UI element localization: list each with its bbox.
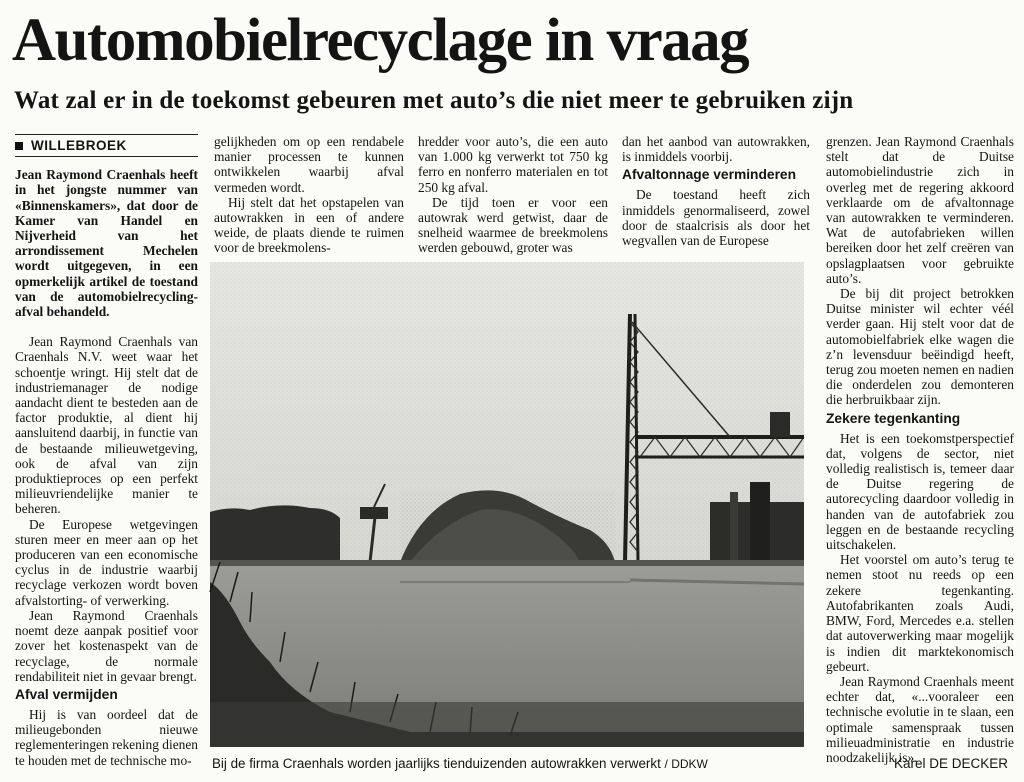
paragraph: De bij dit project betrokken Duitse minister wil echter véél verder gaan. Hij stelt voor dat de automobielfabriek elke wagen die z’n levensduur beëindigd heeft, terug zou moeten nemen en nadien die onderdelen zou demonteren die herbruikbaar zijn. <box>826 286 1014 408</box>
section-label-text: WILLEBROEK <box>31 138 127 153</box>
photo-credit: / DDKW <box>664 757 708 771</box>
subheading: Afval vermijden <box>15 686 118 702</box>
section-label <box>15 134 198 157</box>
headline: Automobielrecyclage in vraag <box>12 7 749 74</box>
paragraph: Het voorstel om auto’s terug te nemen stoot nu reeds op een zekere tegenkanting. Autofabrikanten zoals Audi, BMW, Ford, Mercedes e.a. stellen dat autoverwerking maar mogelijk is indien dit marktekonomisch gebeurt. <box>826 552 1014 674</box>
subheading: Afvaltonnage verminderen <box>622 167 797 183</box>
paragraph: Jean Raymond Craenhals van Craenhals N.V. weet waar het schoentje wringt. Hij stelt dat de industriemanager de nodige aandacht dient te besteden aan de factor produktie, al dient hij aansluitend daarbij, in functie van de bestaande milieuwetgeving, ook de afval van zijn produktieproces op een perfekt milieuvriendelijke manier te beheren. <box>15 334 198 517</box>
photo-caption <box>212 755 812 773</box>
paragraph: Het is een toekomstperspectief dat, volgens de sector, niet volledig realistisch is, temeer daar de Duitse regering de autorecycling daardoor volledig in handen van de autofabriek zou leggen en de bestaande recycling uitschakelen. <box>826 430 1014 553</box>
byline: Karel DE DECKER <box>893 756 1008 771</box>
paragraph: grenzen. Jean Raymond Craenhals stelt dat de Duitse automobielindustrie zich in overleg met de regering akkoord verklaarde om de afvaltonnage van autowrakken te verminderen. Wat de autofabrieken willen bereiken door het zelf creëren van opslagplaatsen voor gebruikte auto’s. <box>826 134 1014 286</box>
bullet-square-icon <box>15 142 23 150</box>
caption-text: Bij de firma Craenhals worden jaarlijks tienduizenden autowrakken verwerkt <box>212 756 661 771</box>
paragraph: De toestand heeft zich inmiddels genormaliseerd, zowel door de staalcrisis als door het wegvallen van de Europese <box>622 187 810 249</box>
paragraph: Jean Raymond Craenhals meent echter dat, «...vooraleer een technische evolutie in te slaan, een optimale samenspraak tussen milieuadministratie en industrie noodzakelijk is». <box>826 673 1014 765</box>
subheading: Zekere tegenkanting <box>826 410 961 426</box>
photo-illustration <box>210 262 804 747</box>
paragraph: hredder voor auto’s, die een auto van 1.000 kg verwerkt tot 750 kg ferro en nonferro materialen en tot 250 kg afval. <box>418 134 608 195</box>
paragraph: dan het aanbod van autowrakken, is inmiddels voorbij. <box>622 134 810 165</box>
column-3 <box>418 134 608 258</box>
column-2 <box>214 134 404 258</box>
column-4 <box>622 134 810 258</box>
paragraph: De tijd toen er voor een autowrak werd getwist, daar de snelheid waarmee de breekmolens werden gebouwd, groter was <box>418 194 608 256</box>
paragraph: Hij is van oordeel dat de milieugebonden nieuwe reglementeringen rekening dienen te houden met de technische mo- <box>15 706 198 768</box>
news-photo <box>210 262 804 747</box>
paragraph: gelijkheden om op een rendabele manier processen te kunnen ontwikkelen waarbij afval vermeden wordt. <box>214 134 404 195</box>
paragraph: De Europese wetgevingen sturen meer en meer aan op het produceren van een economische cyclus in de industrie waarbij recyclage verkozen wordt boven afvalstorting- of verwerking. <box>15 516 198 608</box>
paragraph: Jean Raymond Craenhals noemt deze aanpak positief voor zover het kostenaspekt van de recyclage, de normale rendabiliteit niet in gevaar brengt. <box>15 607 198 684</box>
lead-paragraph: Jean Raymond Craenhals heeft in het jongste nummer van «Binnenskamers», dat door de Kamer van Handel en Nijverheid van het arrondissement Mechelen wordt uitgegeven, in een opmerkelijk artikel de toestand van de automobielrecycling-afval behandeld. <box>15 167 198 320</box>
paragraph: Hij stelt dat het opstapelen van autowrakken in een of andere weide, de plaats diende te ruimen voor de breekmolens- <box>214 194 404 256</box>
column-1 <box>15 134 198 774</box>
subheadline: Wat zal er in de toekomst gebeuren met auto’s die niet meer te gebruiken zijn <box>14 87 854 114</box>
